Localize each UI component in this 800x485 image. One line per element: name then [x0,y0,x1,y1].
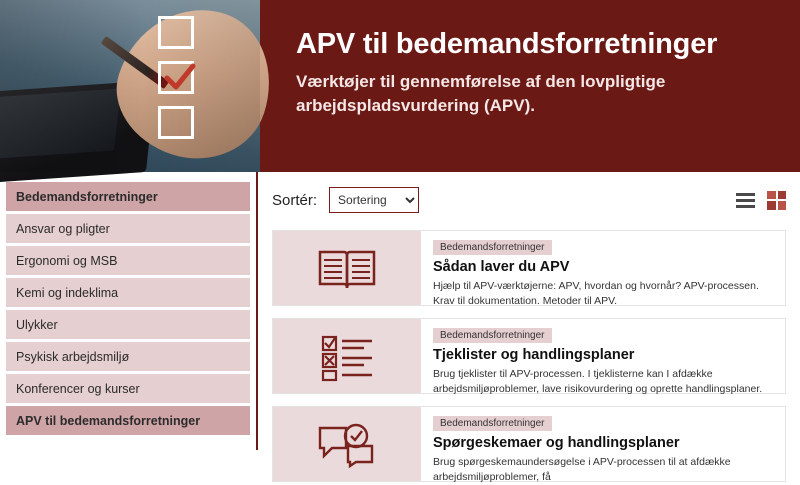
sidebar-item-bedemandsforretninger[interactable]: Bedemandsforretninger [6,182,250,212]
grid-view-icon[interactable] [767,191,786,210]
speech-bubbles-icon [316,422,378,466]
checkbox-checked [158,61,194,94]
page-title: APV til bedemandsforretninger [296,28,718,60]
card-description: Brug spørgeskemaundersøgelse i APV-processen til at afdække arbejdsmiljøproblemer, få [433,456,731,484]
toolbar [272,184,786,216]
sidebar-item-ulykker[interactable]: Ulykker [6,310,250,340]
grid-cell-3 [767,201,776,210]
sort-select[interactable] [329,187,419,213]
sort-label: Sortér: [272,191,318,209]
list-line-1 [736,193,755,196]
list-line-2 [736,199,755,202]
card-list [272,230,786,482]
list-line-3 [736,205,755,208]
card-title[interactable]: Sådan laver du APV [433,259,570,275]
hero-banner [0,0,800,172]
card-body [421,319,785,396]
checklist-icon [318,332,376,380]
card-description: Hjælp til APV-værktøjerne: APV, hvordan og hvornår? APV-processen. Krav til dokumentation. Metoder til APV. [433,280,759,308]
grid-cell-1 [767,191,776,200]
card-title[interactable]: Spørgeskemaer og handlingsplaner [433,435,680,451]
hero-checkbox-group [158,16,210,151]
list-view-icon[interactable] [736,193,755,208]
sidebar-item-apv-til-bedemandsforretninger[interactable]: APV til bedemandsforretninger [6,406,250,436]
card-thumbnail [273,407,421,481]
sidebar-item-psykisk-arbejdsmiljo[interactable]: Psykisk arbejdsmiljø [6,342,250,372]
card-item[interactable] [272,318,786,394]
sidebar-item-ansvar-og-pligter[interactable]: Ansvar og pligter [6,214,250,244]
checkbox-empty-2 [158,106,194,139]
hero-text-block [260,0,800,172]
grid-cell-2 [778,191,787,200]
view-toggle-group [736,191,786,210]
card-item[interactable] [272,406,786,482]
card-title[interactable]: Tjeklister og handlingsplaner [433,347,635,363]
photo-shading-overlay [0,0,260,172]
card-tag: Bedemandsforretninger [433,416,552,431]
sidebar-item-konferencer-og-kurser[interactable]: Konferencer og kurser [6,374,250,404]
card-description: Brug tjeklister til APV-processen. I tjeklisterne kan I afdække arbejdsmiljøproblemer, lave risikovurdering og oprette handlingsplaner. [433,368,763,396]
card-tag: Bedemandsforretninger [433,328,552,343]
card-body [421,407,785,484]
open-book-icon [316,244,378,292]
card-thumbnail [273,319,421,393]
sidebar-nav [0,172,258,450]
card-tag: Bedemandsforretninger [433,240,552,255]
page-subtitle: Værktøjer til gennemførelse af den lovpligtige arbejdspladsvurdering (APV). [296,71,666,116]
body-area [0,172,800,484]
sidebar-item-ergonomi-og-msb[interactable]: Ergonomi og MSB [6,246,250,276]
hero-image [0,0,260,172]
grid-cell-4 [778,201,787,210]
card-body [421,231,785,308]
content-area [258,172,800,484]
card-item[interactable] [272,230,786,306]
checkbox-empty-1 [158,16,194,49]
card-thumbnail [273,231,421,305]
checkmark-icon [165,65,195,91]
sidebar-item-kemi-og-indeklima[interactable]: Kemi og indeklima [6,278,250,308]
